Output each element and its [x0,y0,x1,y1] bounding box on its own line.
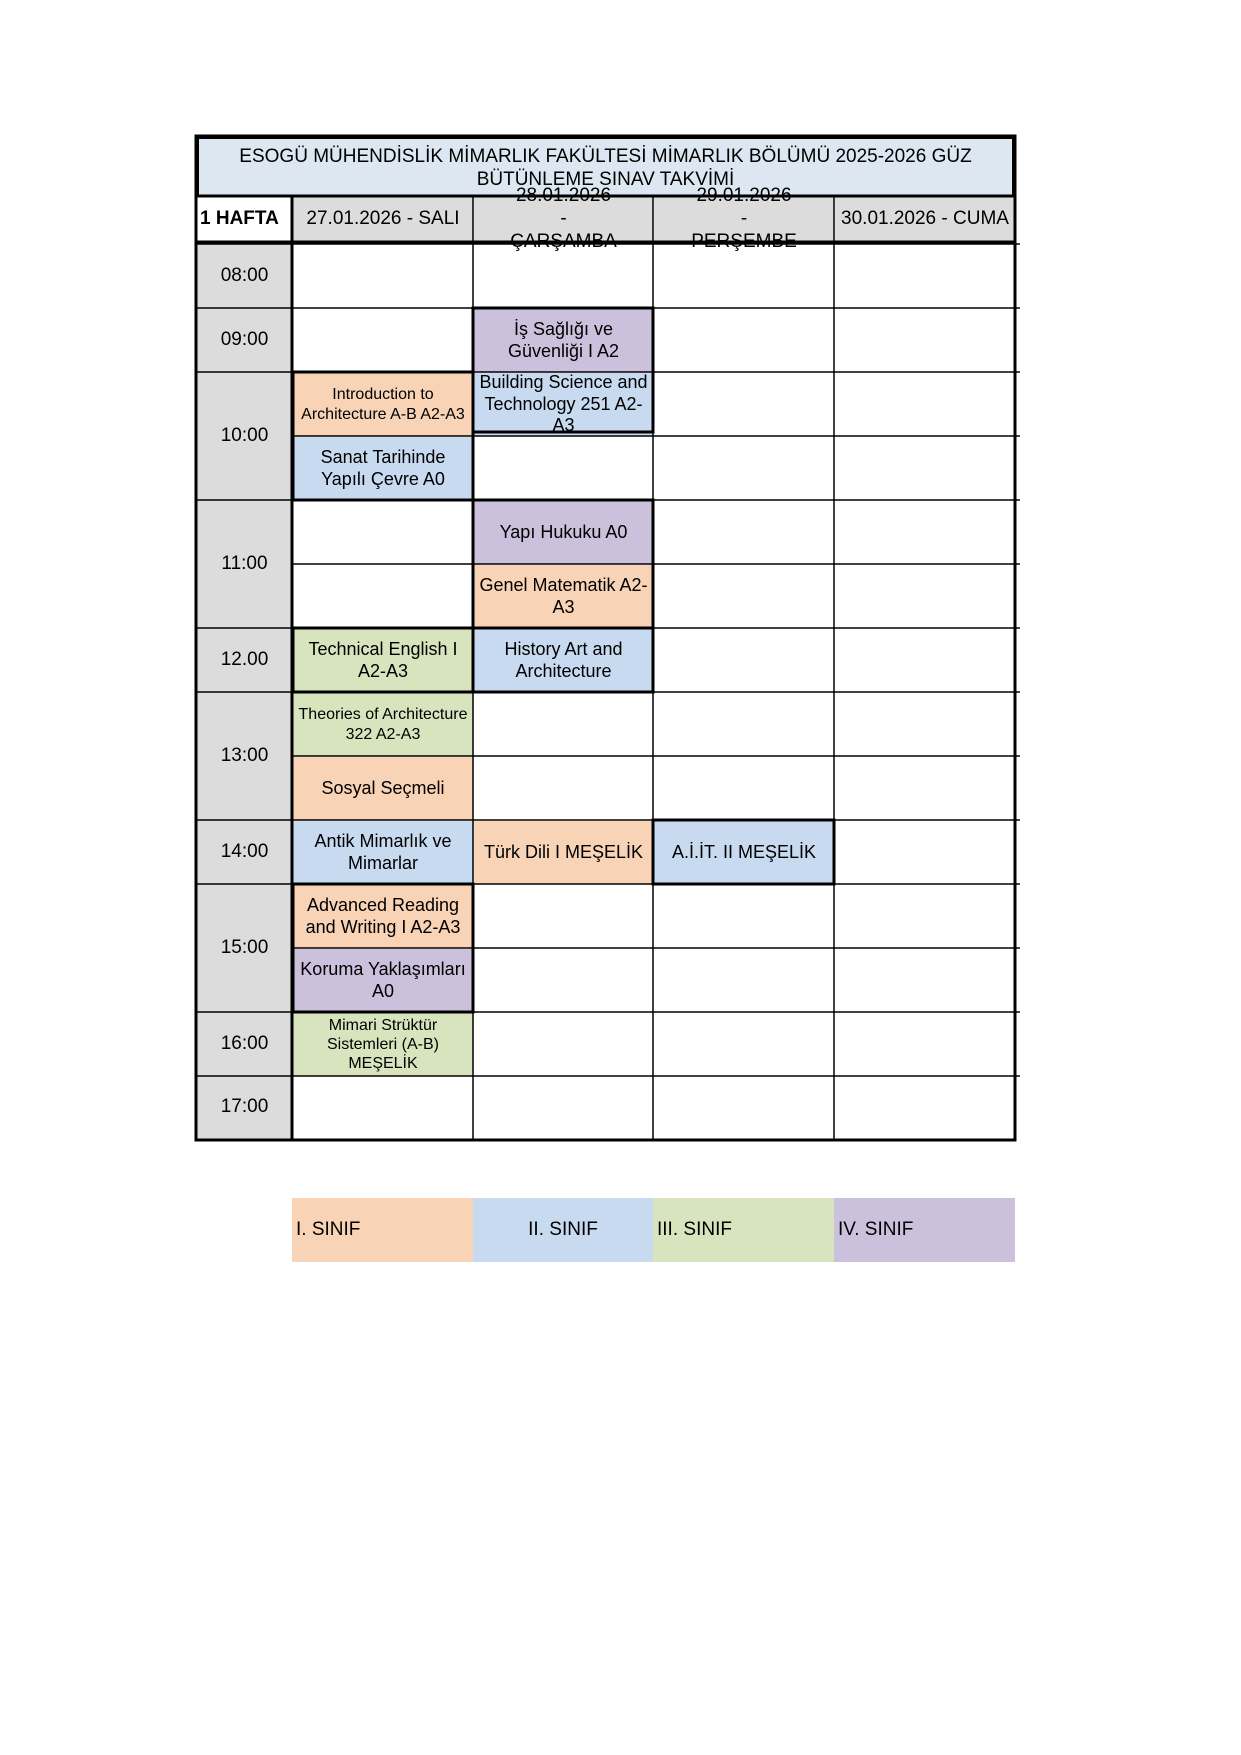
exam-history-art-architecture: History Art and Architecture [474,629,653,692]
legend-class-4-label: IV. SINIF [838,1219,914,1240]
time-slot-1300: 13:00 [197,692,292,820]
legend-class-1-label: I. SINIF [296,1219,361,1240]
day-header-tuesday: 27.01.2026 - SALI [293,197,473,242]
legend-class-2-label: II. SINIF [528,1219,598,1240]
schedule-title-line1: ESOGÜ MÜHENDİSLİK MİMARLIK FAKÜLTESİ MİMARLIK BÖLÜMÜ 2025-2026 GÜZ [239,145,972,167]
exam-building-science-technology: Building Science and Technology 251 A2-A3 [474,373,653,436]
day-header-friday: 30.01.2026 - CUMA [835,197,1015,242]
time-slot-1400: 14:00 [197,820,292,884]
exam-mimari-struktur-sistemleri: Mimari Strüktür Sistemleri (A-B) MEŞELİK [293,1013,473,1076]
time-slot-1200: 12.00 [197,628,292,692]
time-slot-1700: 17:00 [197,1076,292,1139]
time-slot-1500: 15:00 [197,884,292,1012]
time-slot-0800: 08:00 [197,244,292,308]
legend-class-2 [473,1198,653,1262]
exam-koruma-yaklasimlari: Koruma Yaklaşımları A0 [293,949,473,1012]
exam-technical-english: Technical English I A2-A3 [293,629,473,692]
legend-class-3 [653,1198,834,1262]
schedule-title-line2: BÜTÜNLEME SINAV TAKVİMİ [476,168,735,190]
exam-advanced-reading-writing: Advanced Reading and Writing I A2-A3 [293,885,473,948]
time-slot-1000: 10:00 [197,372,292,500]
exam-turk-dili: Türk Dili I MEŞELİK [474,821,653,884]
time-slot-1600: 16:00 [197,1012,292,1076]
day-header-thursday: - PERŞEMBE [654,197,834,242]
exam-introduction-to-architecture: Introduction to Architecture A-B A2-A3 [293,373,473,436]
exam-genel-matematik: Genel Matematik A2-A3 [474,565,653,628]
day-header-wednesday: - ÇARŞAMBA [474,197,653,242]
exam-antik-mimarlik: Antik Mimarlık ve Mimarlar [293,821,473,884]
exam-sanat-tarihinde-yapili-cevre: Sanat Tarihinde Yapılı Çevre A0 [293,437,473,500]
legend-class-1 [292,1198,473,1262]
exam-theories-of-architecture: Theories of Architecture 322 A2-A3 [293,693,473,756]
legend-class-4 [834,1198,1015,1262]
time-slot-1100: 11:00 [197,500,292,628]
exam-ait: A.İ.İT. II MEŞELİK [654,821,834,884]
legend-class-3-label: III. SINIF [657,1219,732,1240]
week-label: 1 HAFTA [196,196,292,242]
time-slot-0900: 09:00 [197,308,292,372]
exam-sosyal-secmeli: Sosyal Seçmeli [293,757,473,820]
exam-yapi-hukuku: Yapı Hukuku A0 [474,501,653,564]
exam-is-sagligi-guvenligi: İş Sağlığı ve Güvenliği I A2 [474,309,653,372]
